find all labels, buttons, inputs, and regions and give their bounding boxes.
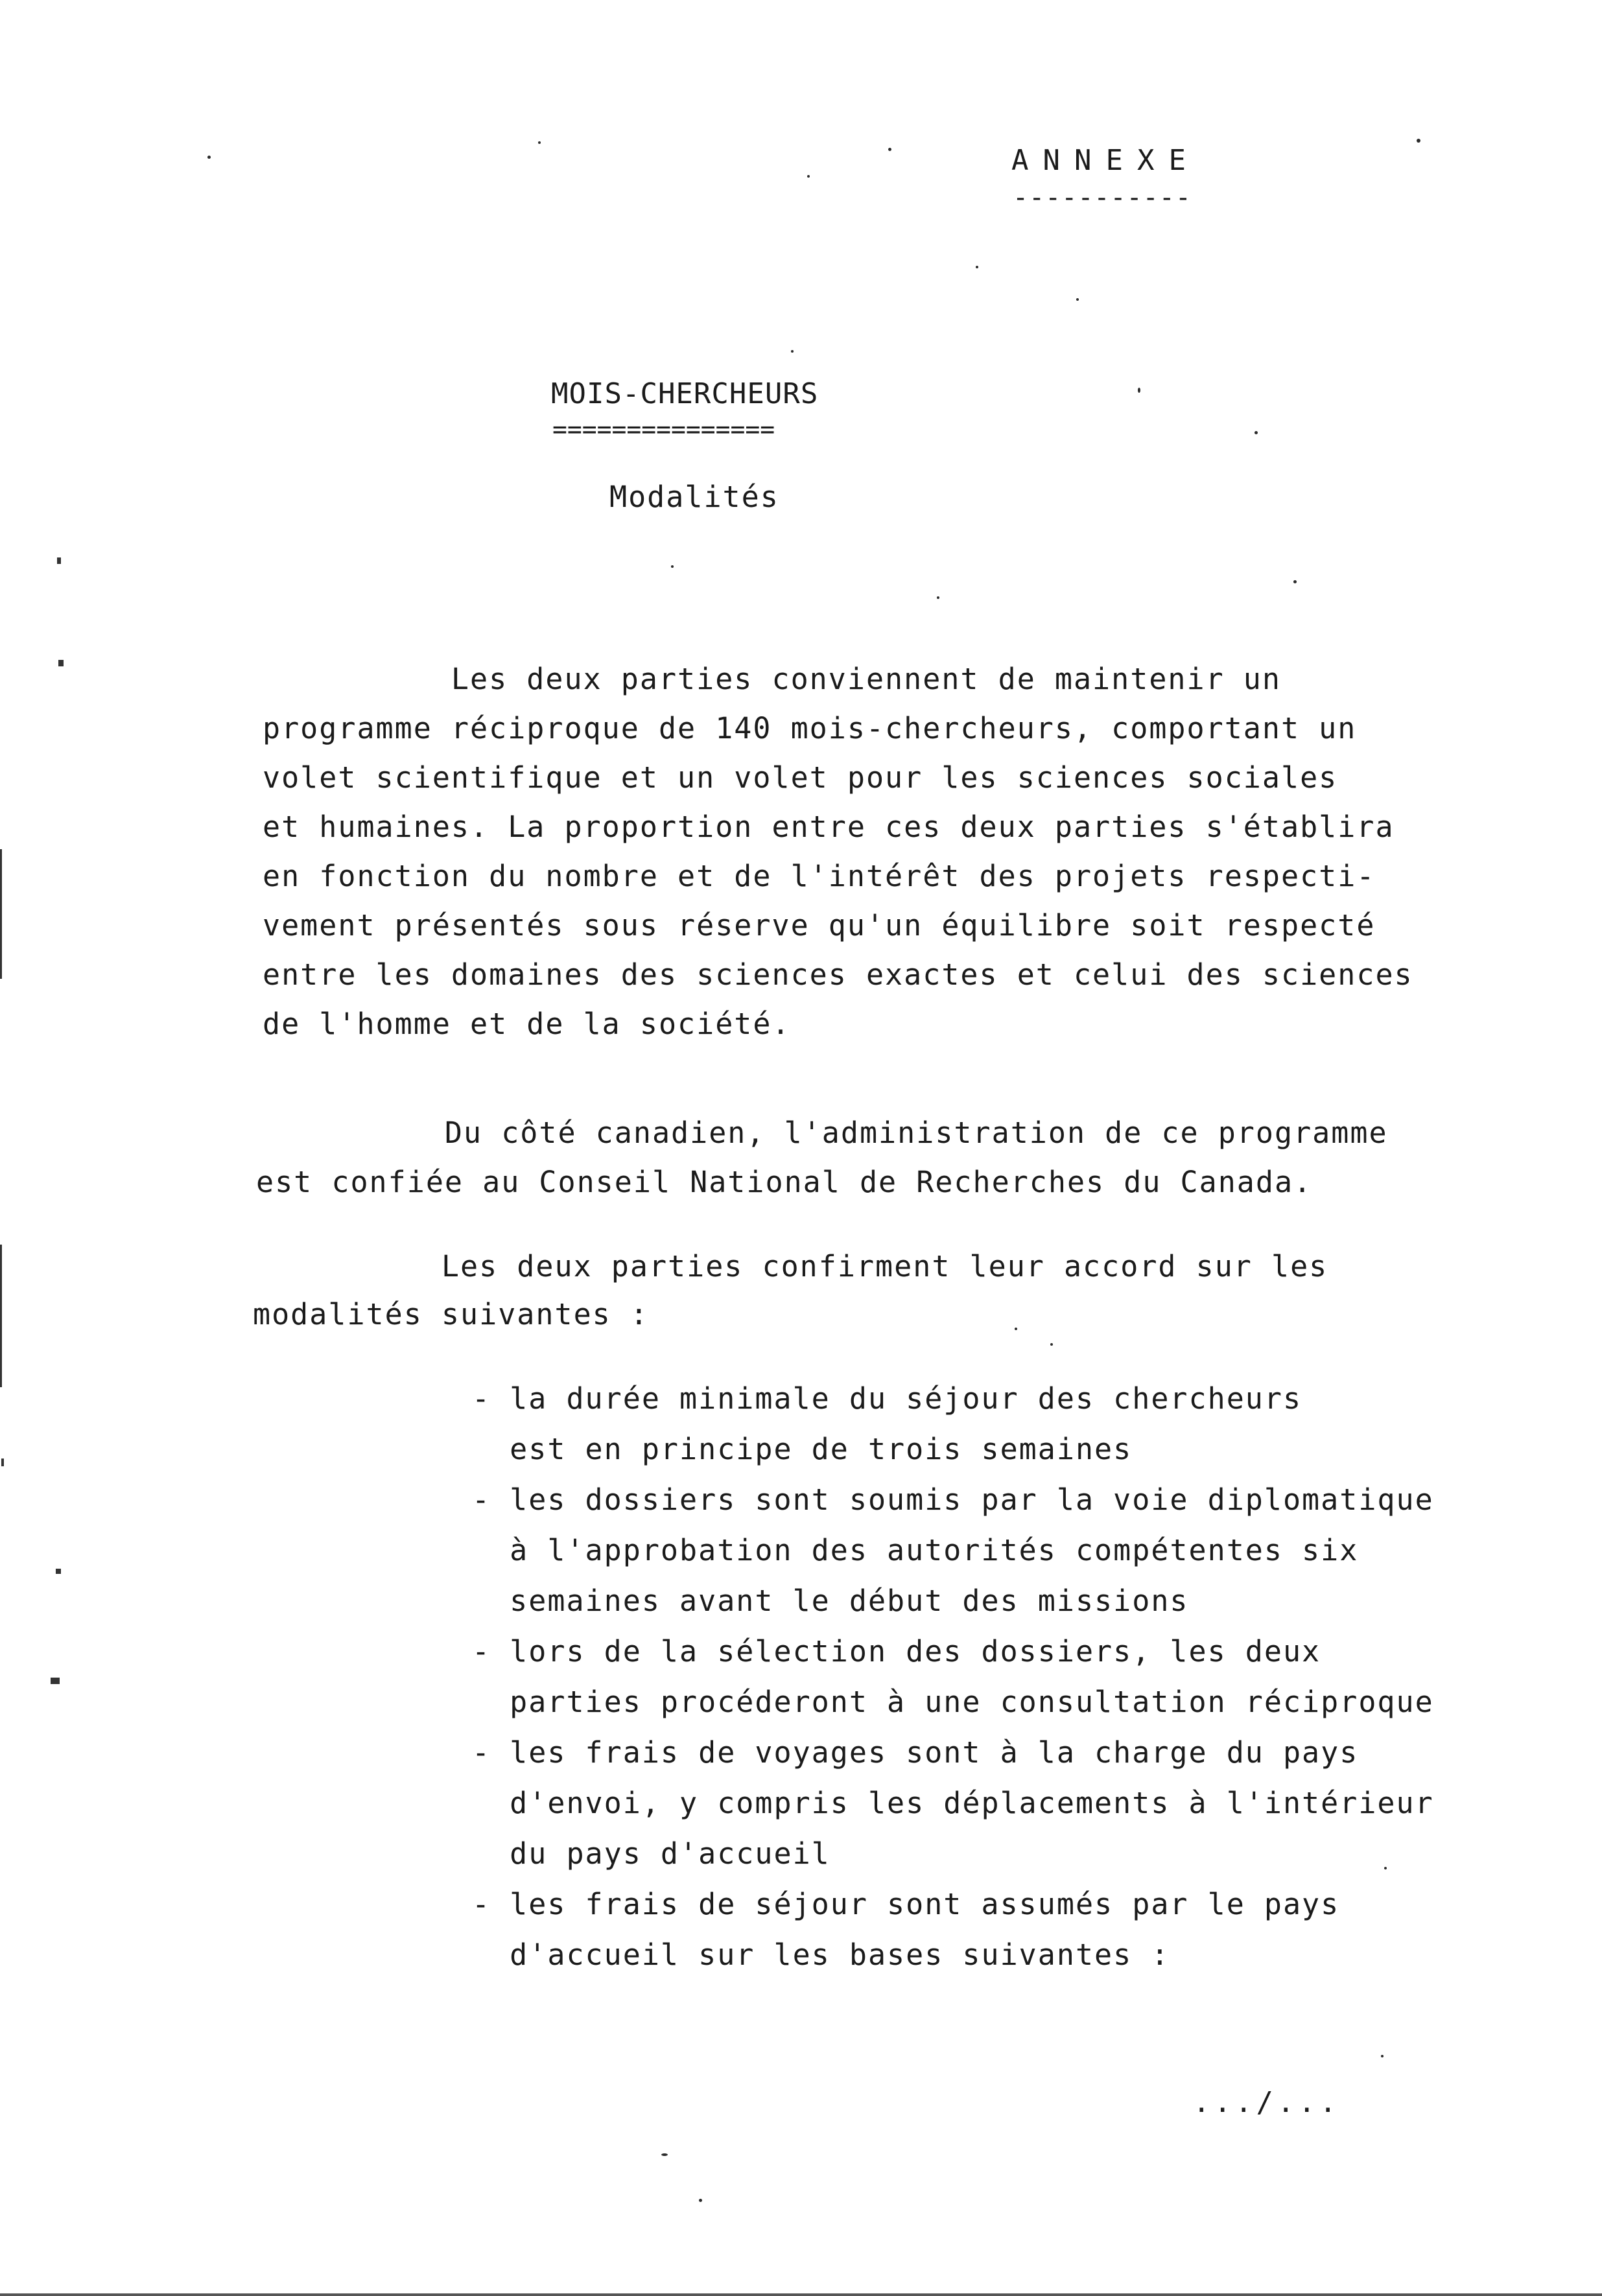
scan-speck bbox=[888, 148, 891, 151]
scan-speck bbox=[1050, 1343, 1053, 1346]
list-item: - les frais de voyages sont à la charge du pays bbox=[472, 1735, 1359, 1770]
list-item: d'envoi, y compris les déplacements à l'intérieur bbox=[472, 1786, 1434, 1820]
list-item: du pays d'accueil bbox=[472, 1836, 830, 1871]
scan-speck bbox=[207, 156, 211, 159]
list-item: parties procéderont à une consultation réciproque bbox=[472, 1685, 1434, 1719]
scan-speck bbox=[1293, 580, 1297, 583]
list-item: semaines avant le début des missions bbox=[472, 1584, 1189, 1618]
annex-heading: ANNEXE bbox=[1011, 144, 1200, 177]
scan-edge-line bbox=[0, 1245, 2, 1387]
scan-speck bbox=[661, 2153, 668, 2156]
scan-speck bbox=[1381, 2055, 1384, 2057]
scan-speck bbox=[699, 2199, 702, 2202]
paragraph-line: et humaines. La proportion entre ces deux parties s'établira bbox=[263, 810, 1395, 844]
scan-speck bbox=[1138, 388, 1140, 393]
paragraph-line: volet scientifique et un volet pour les sciences sociales bbox=[263, 760, 1338, 795]
paragraph-line: en fonction du nombre et de l'intérêt des projets respecti- bbox=[263, 859, 1376, 893]
list-item: d'accueil sur les bases suivantes : bbox=[472, 1938, 1170, 1972]
scan-speck bbox=[976, 266, 978, 268]
paragraph-line: vement présentés sous réserve qu'un équilibre soit respecté bbox=[263, 908, 1376, 943]
scan-edge-mark bbox=[51, 1678, 60, 1684]
scan-speck bbox=[791, 350, 794, 353]
scan-speck bbox=[937, 596, 939, 599]
list-item: est en principe de trois semaines bbox=[472, 1432, 1133, 1466]
scan-edge-mark bbox=[57, 557, 61, 564]
list-item: à l'approbation des autorités compétentes six bbox=[472, 1533, 1359, 1567]
list-item: - les frais de séjour sont assumés par le pays bbox=[472, 1887, 1340, 1921]
paragraph-line: Les deux parties confirment leur accord sur les bbox=[253, 1249, 1328, 1283]
scan-speck bbox=[1015, 1328, 1017, 1330]
section-title: MOIS-CHERCHEURS bbox=[551, 377, 819, 410]
scan-speck bbox=[1417, 139, 1420, 143]
scan-bottom-edge bbox=[0, 2293, 1602, 2296]
paragraph-line: entre les domaines des sciences exactes et celui des sciences bbox=[263, 957, 1413, 992]
list-item: - lors de la sélection des dossiers, les deux bbox=[472, 1634, 1321, 1669]
scan-edge-mark bbox=[1, 1458, 4, 1466]
scan-edge-line bbox=[0, 849, 2, 979]
scan-edge-mark bbox=[56, 1569, 61, 1574]
list-item: - la durée minimale du séjour des chercheurs bbox=[472, 1381, 1302, 1416]
scan-speck bbox=[538, 141, 541, 144]
continuation-mark: .../... bbox=[1193, 2086, 1341, 2119]
scan-speck bbox=[1384, 1867, 1387, 1869]
paragraph-line: programme réciproque de 140 mois-chercheurs, comportant un bbox=[263, 711, 1357, 745]
paragraph-line: Les deux parties conviennent de maintenir un bbox=[263, 662, 1281, 696]
paragraph-line: est confiée au Conseil National de Recherches du Canada. bbox=[256, 1165, 1313, 1199]
section-title-underline: =============== bbox=[552, 415, 775, 443]
list-item: - les dossiers sont soumis par la voie diplomatique bbox=[472, 1482, 1434, 1517]
scan-edge-mark bbox=[58, 660, 64, 666]
scan-speck bbox=[1076, 298, 1079, 301]
section-subtitle: Modalités bbox=[609, 480, 779, 514]
paragraph-line: Du côté canadien, l'administration de ce programme bbox=[256, 1116, 1388, 1150]
scan-speck bbox=[671, 565, 674, 568]
paragraph-line: modalités suivantes : bbox=[253, 1297, 649, 1331]
paragraph-line: de l'homme et de la société. bbox=[263, 1007, 791, 1041]
annex-underline: ----------- bbox=[1013, 183, 1192, 213]
scan-speck bbox=[1255, 431, 1258, 434]
scan-speck bbox=[807, 175, 810, 178]
